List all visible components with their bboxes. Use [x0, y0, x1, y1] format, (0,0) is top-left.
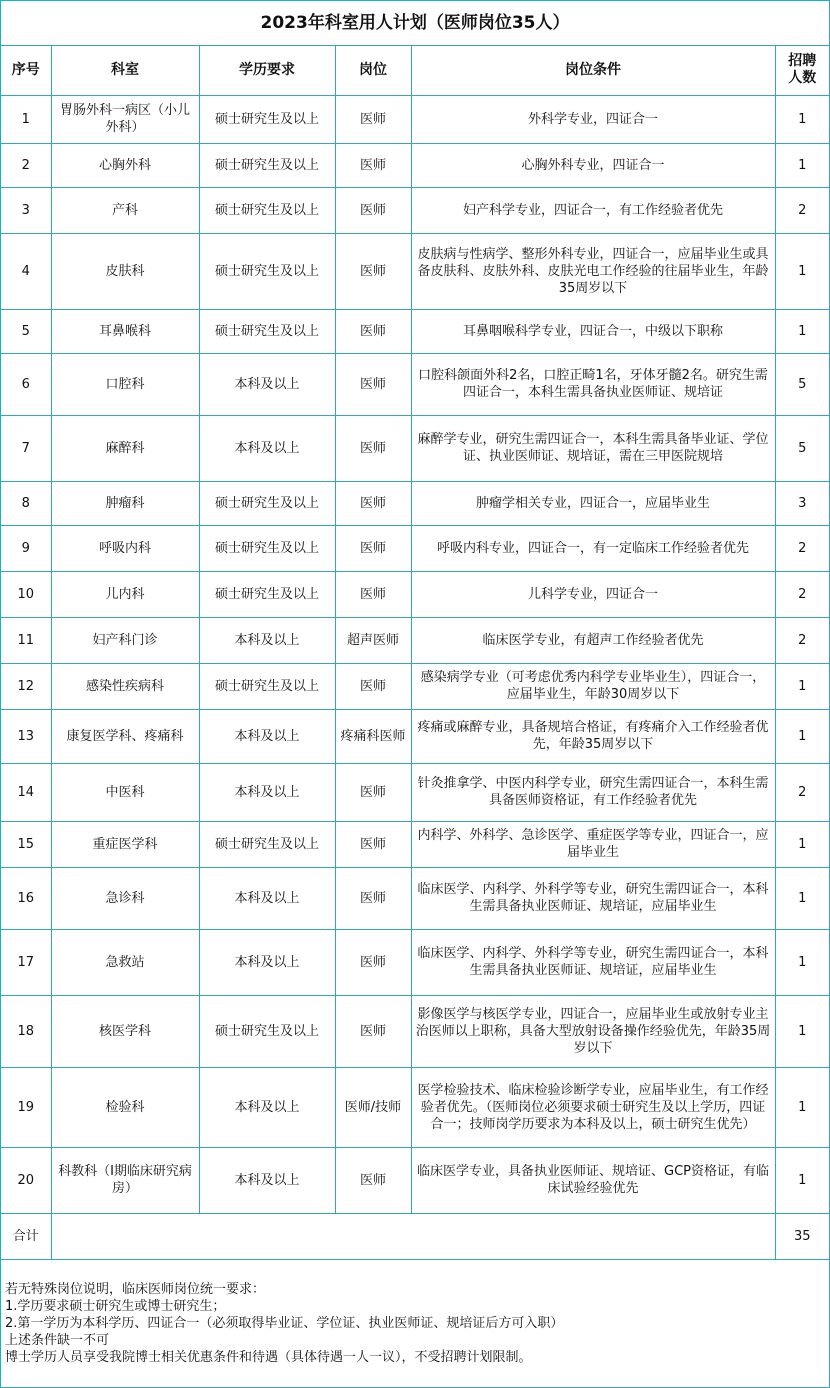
- row-count: 1: [775, 1147, 829, 1213]
- row-dept: 儿内科: [51, 571, 199, 617]
- row-edu: 硕士研究生及以上: [199, 95, 335, 143]
- row-dept: 胃肠外科一病区（小儿外科）: [51, 95, 199, 143]
- row-cond: 儿科学专业，四证合一: [411, 571, 775, 617]
- row-post: 医师: [335, 663, 411, 709]
- row-post: 医师: [335, 1147, 411, 1213]
- row-cond: 针灸推拿学、中医内科学专业，研究生需四证合一，本科生需具备医师资格证，有工作经验者优先: [411, 763, 775, 821]
- header-dept: 科室: [51, 46, 199, 95]
- row-post: 医师: [335, 763, 411, 821]
- row-no: 2: [1, 143, 51, 187]
- row-no: 11: [1, 617, 51, 663]
- row-count: 1: [775, 1067, 829, 1147]
- row-edu: 硕士研究生及以上: [199, 233, 335, 309]
- row-count: 1: [775, 95, 829, 143]
- row-edu: 硕士研究生及以上: [199, 663, 335, 709]
- row-count: 2: [775, 187, 829, 233]
- row-post: 医师: [335, 187, 411, 233]
- row-cond: 内科学、外科学、急诊医学、重症医学等专业，四证合一，应届毕业生: [411, 821, 775, 867]
- row-edu: 本科及以上: [199, 415, 335, 481]
- row-count: 1: [775, 867, 829, 929]
- row-post: 医师: [335, 571, 411, 617]
- total-blank: [51, 1213, 775, 1259]
- row-edu: 硕士研究生及以上: [199, 143, 335, 187]
- row-dept: 感染性疾病科: [51, 663, 199, 709]
- row-dept: 皮肤科: [51, 233, 199, 309]
- row-count: 1: [775, 143, 829, 187]
- row-edu: 硕士研究生及以上: [199, 995, 335, 1067]
- table-row: [1, 143, 829, 187]
- row-post: 医师: [335, 233, 411, 309]
- row-post: 医师/技师: [335, 1067, 411, 1147]
- header-cond: 岗位条件: [411, 46, 775, 95]
- row-edu: 硕士研究生及以上: [199, 525, 335, 571]
- row-edu: 硕士研究生及以上: [199, 571, 335, 617]
- header-post: 岗位: [335, 46, 411, 95]
- row-post: 医师: [335, 309, 411, 353]
- row-no: 4: [1, 233, 51, 309]
- row-no: 12: [1, 663, 51, 709]
- row-cond: 医学检验技术、临床检验诊断学专业，应届毕业生，有工作经验者优先。（医师岗位必须要求硕士研究生及以上学历，四证合一；技师岗学历要求为本科及以上，硕士研究生优先）: [411, 1067, 775, 1147]
- row-count: 1: [775, 929, 829, 995]
- header-edu: 学历要求: [199, 46, 335, 95]
- note-line: 博士学历人员享受我院博士相关优惠条件和待遇（具体待遇一人一议），不受招聘计划限制。: [5, 1350, 532, 1365]
- row-post: 医师: [335, 415, 411, 481]
- table-row: [1, 709, 829, 763]
- row-post: 医师: [335, 995, 411, 1067]
- total-count: 35: [775, 1213, 829, 1259]
- row-no: 19: [1, 1067, 51, 1147]
- row-count: 1: [775, 309, 829, 353]
- row-dept: 核医学科: [51, 995, 199, 1067]
- row-edu: 硕士研究生及以上: [199, 821, 335, 867]
- row-cond: 感染病学专业（可考虑优秀内科学专业毕业生），四证合一，应届毕业生，年龄30周岁以下: [411, 663, 775, 709]
- note-line: 2.第一学历为本科学历、四证合一（必须取得毕业证、学位证、执业医师证、规培证后方可入职）: [5, 1316, 564, 1331]
- row-no: 8: [1, 481, 51, 525]
- row-count: 1: [775, 233, 829, 309]
- row-cond: 呼吸内科专业，四证合一，有一定临床工作经验者优先: [411, 525, 775, 571]
- total-row: [1, 1213, 829, 1259]
- table-row: [1, 867, 829, 929]
- row-edu: 本科及以上: [199, 617, 335, 663]
- header-count: [775, 46, 829, 95]
- row-cond: 临床医学、内科学、外科学等专业，研究生需四证合一，本科生需具备执业医师证、规培证，应届毕业生: [411, 867, 775, 929]
- row-post: 医师: [335, 929, 411, 995]
- row-no: 13: [1, 709, 51, 763]
- row-cond: 影像医学与核医学专业，四证合一，应届毕业生或放射专业主治医师以上职称，具备大型放射设备操作经验优先，年龄35周岁以下: [411, 995, 775, 1067]
- row-cond: 临床医学专业，有超声工作经验者优先: [411, 617, 775, 663]
- row-edu: 本科及以上: [199, 929, 335, 995]
- table-row: [1, 617, 829, 663]
- table-row: [1, 995, 829, 1067]
- row-dept: 耳鼻喉科: [51, 309, 199, 353]
- row-post: 医师: [335, 481, 411, 525]
- row-dept: 康复医学科、疼痛科: [51, 709, 199, 763]
- header-row: [1, 46, 829, 95]
- row-count: 2: [775, 763, 829, 821]
- table-row: [1, 353, 829, 415]
- row-no: 14: [1, 763, 51, 821]
- row-dept: 科教科（Ⅰ期临床研究病房）: [51, 1147, 199, 1213]
- row-cond: 临床医学、内科学、外科学等专业，研究生需四证合一，本科生需具备执业医师证、规培证，应届毕业生: [411, 929, 775, 995]
- row-post: 医师: [335, 95, 411, 143]
- row-count: 1: [775, 663, 829, 709]
- table-row: [1, 233, 829, 309]
- row-dept: 急救站: [51, 929, 199, 995]
- row-cond: 心胸外科专业，四证合一: [411, 143, 775, 187]
- row-dept: 心胸外科: [51, 143, 199, 187]
- row-count: 5: [775, 353, 829, 415]
- table-row: [1, 571, 829, 617]
- row-no: 6: [1, 353, 51, 415]
- row-count: 2: [775, 617, 829, 663]
- note-line: 若无特殊岗位说明，临床医师岗位统一要求：: [5, 1282, 266, 1297]
- row-edu: 本科及以上: [199, 1147, 335, 1213]
- row-dept: 重症医学科: [51, 821, 199, 867]
- table-row: [1, 187, 829, 233]
- table-row: [1, 481, 829, 525]
- row-no: 3: [1, 187, 51, 233]
- row-count: 1: [775, 821, 829, 867]
- table-row: [1, 663, 829, 709]
- row-cond: 妇产科学专业，四证合一，有工作经验者优先: [411, 187, 775, 233]
- row-edu: 本科及以上: [199, 867, 335, 929]
- row-cond: 肿瘤学相关专业，四证合一，应届毕业生: [411, 481, 775, 525]
- table-row: [1, 95, 829, 143]
- total-label: 合计: [1, 1213, 51, 1259]
- table-row: [1, 1147, 829, 1213]
- notes-block: [5, 1281, 825, 1366]
- row-edu: 本科及以上: [199, 1067, 335, 1147]
- sheet-title: 2023年科室用人计划（医师岗位35人）: [1, 1, 829, 46]
- row-post: 医师: [335, 821, 411, 867]
- row-dept: 口腔科: [51, 353, 199, 415]
- note-line: 1.学历要求硕士研究生或博士研究生；: [5, 1299, 226, 1314]
- row-dept: 中医科: [51, 763, 199, 821]
- header-count-line1: 招聘: [788, 53, 817, 70]
- row-cond: 口腔科颌面外科2名，口腔正畸1名，牙体牙髓2名。研究生需四证合一，本科生需具备执业医师证、规培证: [411, 353, 775, 415]
- table-row: [1, 525, 829, 571]
- table-row: [1, 929, 829, 995]
- row-count: 5: [775, 415, 829, 481]
- row-edu: 硕士研究生及以上: [199, 309, 335, 353]
- row-cond: 耳鼻咽喉科学专业，四证合一，中级以下职称: [411, 309, 775, 353]
- row-cond: 临床医学专业，具备执业医师证、规培证、GCP资格证，有临床试验经验优先: [411, 1147, 775, 1213]
- row-post: 医师: [335, 867, 411, 929]
- table-row: [1, 415, 829, 481]
- row-post: 医师: [335, 143, 411, 187]
- row-post: 医师: [335, 353, 411, 415]
- row-count: 1: [775, 709, 829, 763]
- row-count: 3: [775, 481, 829, 525]
- row-no: 1: [1, 95, 51, 143]
- header-count-line2: 人数: [788, 70, 817, 87]
- row-cond: 外科学专业，四证合一: [411, 95, 775, 143]
- row-no: 9: [1, 525, 51, 571]
- row-dept: 急诊科: [51, 867, 199, 929]
- row-cond: 疼痛或麻醉专业，具备规培合格证，有疼痛介入工作经验者优先，年龄35周岁以下: [411, 709, 775, 763]
- row-post: 疼痛科医师: [335, 709, 411, 763]
- row-edu: 本科及以上: [199, 709, 335, 763]
- row-no: 10: [1, 571, 51, 617]
- row-dept: 肿瘤科: [51, 481, 199, 525]
- row-edu: 本科及以上: [199, 763, 335, 821]
- row-post: 医师: [335, 525, 411, 571]
- note-line: 上述条件缺一不可: [5, 1333, 110, 1348]
- row-dept: 检验科: [51, 1067, 199, 1147]
- row-dept: 呼吸内科: [51, 525, 199, 571]
- row-edu: 硕士研究生及以上: [199, 481, 335, 525]
- row-dept: 麻醉科: [51, 415, 199, 481]
- row-no: 17: [1, 929, 51, 995]
- row-edu: 硕士研究生及以上: [199, 187, 335, 233]
- row-edu: 本科及以上: [199, 353, 335, 415]
- row-cond: 皮肤病与性病学、整形外科专业，四证合一，应届毕业生或具备皮肤科、皮肤外科、皮肤光电工作经验的往届毕业生，年龄35周岁以下: [411, 233, 775, 309]
- row-no: 18: [1, 995, 51, 1067]
- row-post: 超声医师: [335, 617, 411, 663]
- table-row: [1, 1067, 829, 1147]
- row-cond: 麻醉学专业，研究生需四证合一，本科生需具备毕业证、学位证、执业医师证、规培证，需在三甲医院规培: [411, 415, 775, 481]
- row-no: 7: [1, 415, 51, 481]
- row-dept: 产科: [51, 187, 199, 233]
- row-no: 15: [1, 821, 51, 867]
- row-no: 16: [1, 867, 51, 929]
- recruitment-table: [1, 46, 829, 1260]
- header-no: 序号: [1, 46, 51, 95]
- table-row: [1, 821, 829, 867]
- row-no: 20: [1, 1147, 51, 1213]
- row-count: 1: [775, 995, 829, 1067]
- table-row: [1, 763, 829, 821]
- row-count: 2: [775, 571, 829, 617]
- table-body: [1, 95, 829, 1213]
- row-no: 5: [1, 309, 51, 353]
- table-row: [1, 309, 829, 353]
- row-dept: 妇产科门诊: [51, 617, 199, 663]
- row-count: 2: [775, 525, 829, 571]
